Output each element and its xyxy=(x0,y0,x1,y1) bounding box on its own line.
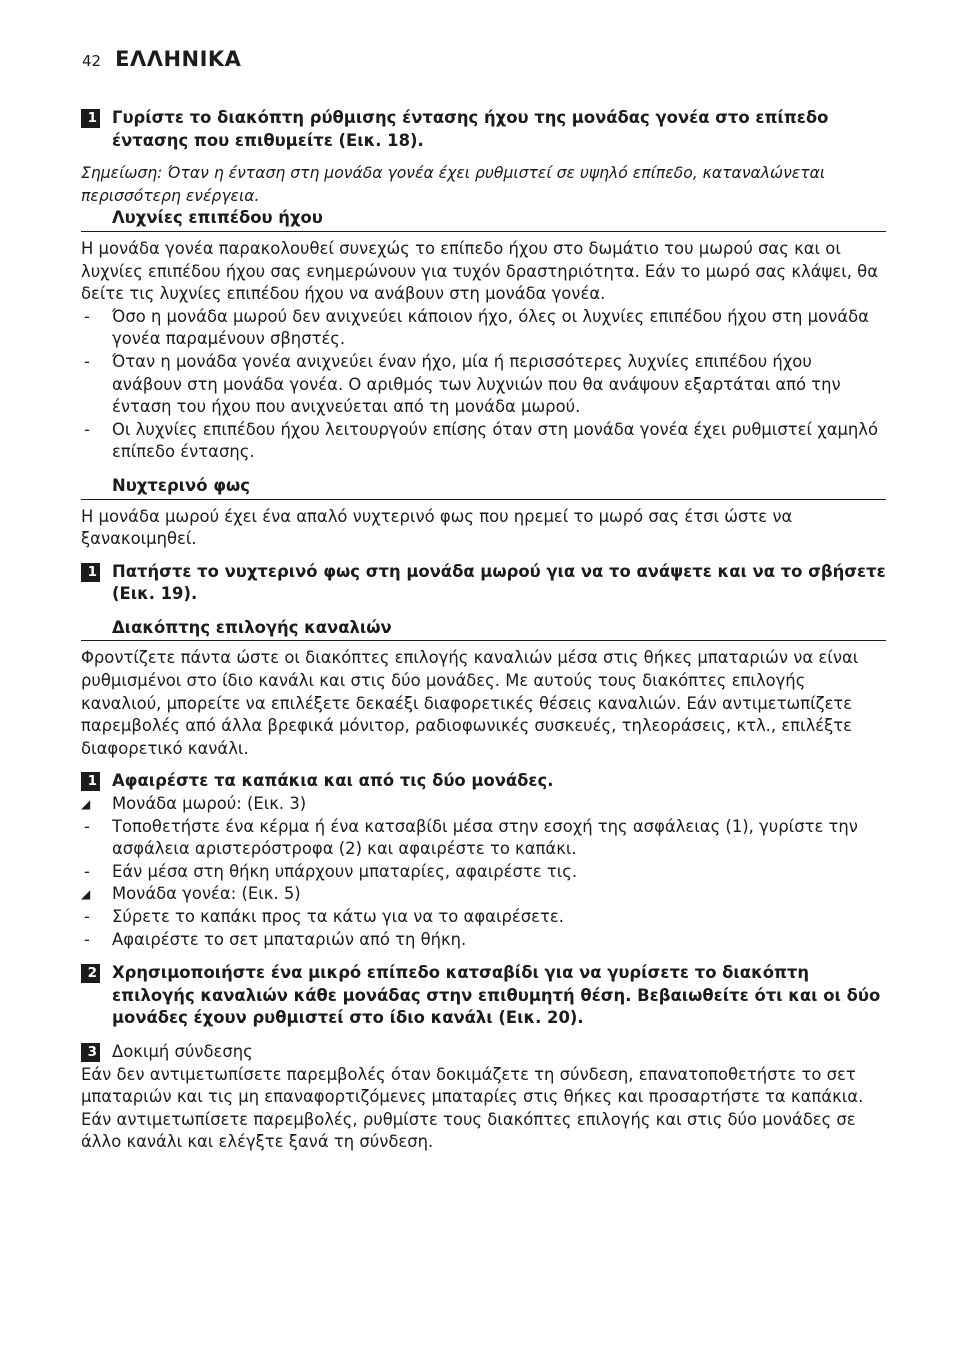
step-number-badge: 2 xyxy=(81,964,100,983)
list-item-text: Όσο η μονάδα μωρού δεν ανιχνεύει κάποιον ήχο, όλες οι λυχνίες επιπέδου ήχου στη μονάδα γονέα παραμένουν σβηστές. xyxy=(112,306,869,349)
section-title-sound-lights: Λυχνίες επιπέδου ήχου xyxy=(81,207,886,232)
sub-heading-text: Μονάδα μωρού: (Εικ. 3) xyxy=(112,794,307,814)
section-title-channel-switch: Διακόπτης επιλογής καναλιών xyxy=(81,617,886,642)
page-header xyxy=(82,47,241,75)
step-remove-covers xyxy=(81,770,886,793)
step-test-connection xyxy=(81,1041,886,1064)
dash-bullet: - xyxy=(84,929,90,949)
step-number-badge: 3 xyxy=(81,1043,100,1062)
list-item xyxy=(81,906,886,929)
list-item-text: Τοποθετήστε ένα κέρμα ή ένα κατσαβίδι μέσα στην εσοχή της ασφάλειας (1), γυρίστε την ασφάλεια αριστερόστροφα (2) και αφαιρέστε το καπάκι. xyxy=(112,816,858,859)
step-text: Χρησιμοποιήστε ένα μικρό επίπεδο κατσαβίδι για να γυρίσετε το διακόπτη επιλογής καναλιών κάθε μονάδας στην επιθυμητή θέση. Βεβαιωθείτε ότι και οι δύο μονάδες έχουν ρυθμιστεί στο ίδιο κανάλι (Εικ. 20). xyxy=(112,963,881,1028)
step-set-channel xyxy=(81,962,886,1030)
dash-bullet: - xyxy=(84,306,90,326)
list-item-text: Αφαιρέστε το σετ μπαταριών από τη θήκη. xyxy=(112,929,467,949)
list-item-text: Όταν η μονάδα γονέα ανιχνεύει έναν ήχο, μία ή περισσότερες λυχνίες επιπέδου ήχου ανάβουν στη μονάδα γονέα. Ο αριθμός των λυχνιών που θα ανάψουν εξαρτάται από την ένταση του ήχου που ανιχνεύεται από τη μονάδα μωρού. xyxy=(112,351,841,417)
list-item-text: Εάν μέσα στη θήκη υπάρχουν μπαταρίες, αφαιρέστε τις. xyxy=(112,861,578,881)
list-item-text: Οι λυχνίες επιπέδου ήχου λειτουργούν επίσης όταν στη μονάδα γονέα έχει ρυθμιστεί χαμηλό επίπεδο έντασης. xyxy=(112,419,879,462)
language-heading: ΕΛΛΗΝΙΚΑ xyxy=(115,47,242,71)
step-number-badge: 1 xyxy=(81,772,100,791)
step-text: Δοκιμή σύνδεσης xyxy=(112,1041,253,1061)
step-text: Πατήστε το νυχτερινό φως στη μονάδα μωρού για να το ανάψετε και να το σβήσετε (Εικ. 19). xyxy=(112,561,886,604)
step-night-light xyxy=(81,561,886,606)
dash-bullet: - xyxy=(84,351,90,371)
section-intro: Η μονάδα μωρού έχει ένα απαλό νυχτερινό φως που ηρεμεί το μωρό σας έτσι ώστε να ξανακοιμηθεί. xyxy=(81,506,793,549)
triangle-bullet-icon: ◢ xyxy=(81,797,91,812)
list-item xyxy=(81,816,886,861)
dash-bullet: - xyxy=(84,861,90,881)
dash-bullet: - xyxy=(84,419,90,439)
page-content xyxy=(81,107,886,1154)
step-text: Γυρίστε το διακόπτη ρύθμισης έντασης ήχου της μονάδας γονέα στο επίπεδο έντασης που επιθυμείτε (Εικ. 18). xyxy=(112,108,829,150)
sub-heading-baby-unit xyxy=(81,793,886,816)
step-text: Αφαιρέστε τα καπάκια και από τις δύο μονάδες. xyxy=(112,771,554,791)
list-item xyxy=(81,419,886,464)
step-number-badge: 1 xyxy=(81,563,100,582)
dash-bullet: - xyxy=(84,816,90,836)
section-title-night-light: Νυχτερινό φως xyxy=(81,475,886,500)
section-outro: Εάν δεν αντιμετωπίσετε παρεμβολές όταν δοκιμάζετε τη σύνδεση, επανατοποθετήστε το σετ μπαταριών και τις μη επαναφορτιζόμενες μπαταρίες στις θήκες και προσαρτήστε τα καπάκια. Εάν αντιμετωπίσετε παρεμβολές, ρυθμίστε τους διακόπτες επιλογής και στις δύο μονάδες σε άλλο κανάλι και ελέγξτε ξανά τη σύνδεση. xyxy=(81,1064,864,1152)
page-number: 42 xyxy=(82,52,102,70)
triangle-bullet-icon: ◢ xyxy=(81,887,91,902)
list-item xyxy=(81,306,886,351)
sub-heading-text: Μονάδα γονέα: (Εικ. 5) xyxy=(112,884,301,904)
step-volume xyxy=(81,107,886,152)
list-item xyxy=(81,861,886,884)
dash-bullet: - xyxy=(84,907,90,926)
list-item xyxy=(81,929,886,952)
section-intro: Φροντίζετε πάντα ώστε οι διακόπτες επιλογής καναλιών μέσα στις θήκες μπαταριών να είναι ρυθμισμένοι στο ίδιο κανάλι και στις δύο μονάδες. Με αυτούς τους διακόπτες επιλογής καναλιού, μπορείτε να επιλέξετε δεκαέξι διαφορετικές θέσεις καναλιών. Εάν αντιμετωπίζετε παρεμβολές από άλλα βρεφικά μόνιτορ, ραδιοφωνικές συσκευές, τηλεοράσεις, κτλ., επιλέξτε διαφορετικό κανάλι. xyxy=(81,648,859,758)
step-number-badge: 1 xyxy=(81,109,100,128)
list-item-text: Σύρετε το καπάκι προς τα κάτω για να το αφαιρέσετε. xyxy=(112,907,564,926)
section-intro: Η μονάδα γονέα παρακολουθεί συνεχώς το επίπεδο ήχου στο δωμάτιο του μωρού σας και οι λυχνίες επιπέδου ήχου σας ενημερώνουν για τυχόν δραστηριότητα. Εάν το μωρό σας κλάψει, θα δείτε τις λυχνίες επιπέδου ήχου να ανάβουν στη μονάδα γονέα. xyxy=(81,238,879,304)
list-item xyxy=(81,351,886,419)
sub-heading-parent-unit xyxy=(81,883,886,906)
note: Σημείωση: Όταν η ένταση στη μονάδα γονέα έχει ρυθμιστεί σε υψηλό επίπεδο, καταναλώνεται περισσότερη ενέργεια. xyxy=(81,164,826,205)
